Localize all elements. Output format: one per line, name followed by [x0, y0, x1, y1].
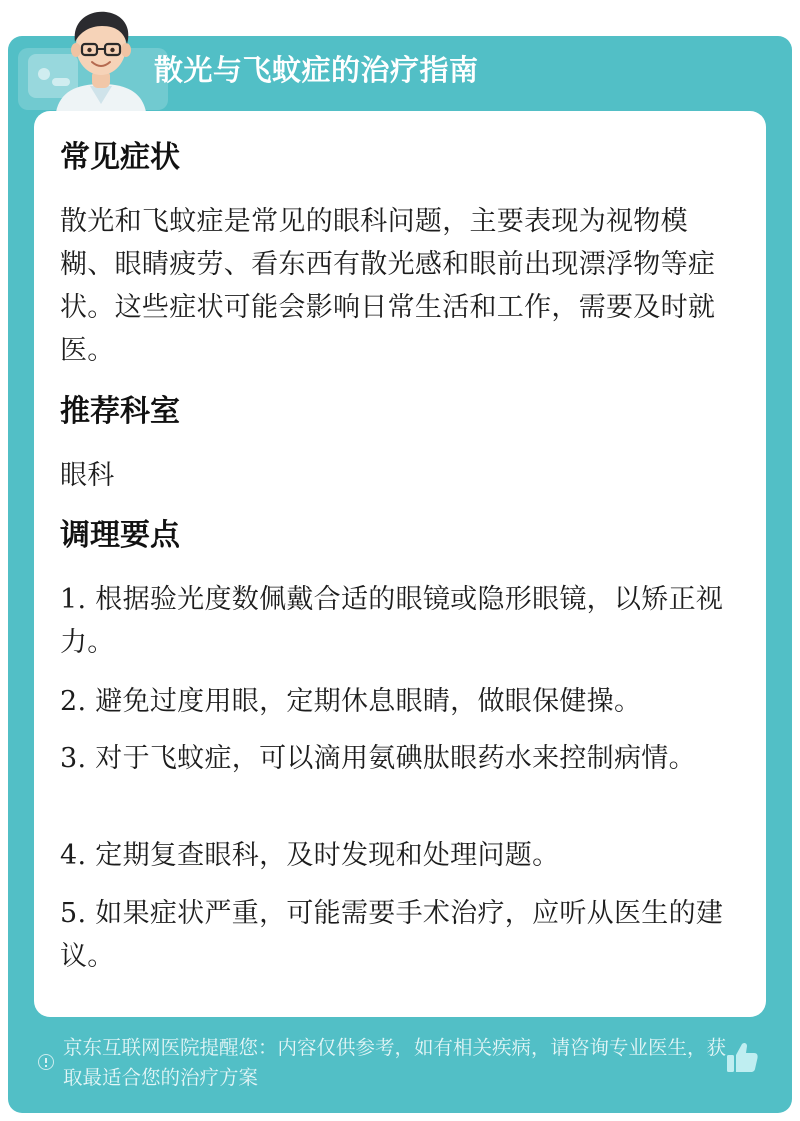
content-card: [34, 111, 766, 1017]
info-icon: [38, 1054, 54, 1070]
list-item: [60, 737, 734, 780]
list-item-text: 定期复查眼科，及时发现和处理问题。: [95, 840, 560, 871]
department-text: 眼科: [60, 460, 115, 491]
list-item-number: 5.: [60, 898, 87, 929]
list-item: [60, 578, 734, 664]
list-item-number: 1.: [60, 584, 87, 615]
care-heading: 调理要点: [60, 518, 180, 553]
doctor-avatar: [50, 4, 152, 112]
list-item: [60, 892, 734, 978]
disclaimer-text: 京东互联网医院提醒您：内容仅供参考，如有相关疾病，请咨询专业医生，获取最适合您的治疗方案: [63, 1036, 727, 1089]
page-title: 散光与飞蚊症的治疗指南: [154, 53, 479, 87]
department-heading: 推荐科室: [60, 394, 180, 429]
list-item-number: 4.: [60, 840, 87, 871]
list-item-text: 根据验光度数佩戴合适的眼镜或隐形眼镜，以矫正视力。: [60, 584, 724, 658]
list-item-number: 3.: [60, 743, 87, 774]
list-item-text: 避免过度用眼，定期休息眼睛，做眼保健操。: [95, 686, 642, 717]
list-item-text: 对于飞蚊症，可以滴用氨碘肽眼药水来控制病情。: [95, 743, 696, 774]
list-item: [60, 834, 734, 877]
list-item-number: 2.: [60, 686, 87, 717]
list-item: [60, 680, 734, 723]
thumbs-up-icon[interactable]: [724, 1040, 760, 1076]
list-item-text: 如果症状严重，可能需要手术治疗，应听从医生的建议。: [60, 898, 724, 972]
symptoms-heading: 常见症状: [60, 140, 180, 175]
symptoms-text: 散光和飞蚊症是常见的眼科问题，主要表现为视物模糊、眼睛疲劳、看东西有散光感和眼前出现漂浮物等症状。这些症状可能会影响日常生活和工作，需要及时就医。: [60, 206, 716, 366]
